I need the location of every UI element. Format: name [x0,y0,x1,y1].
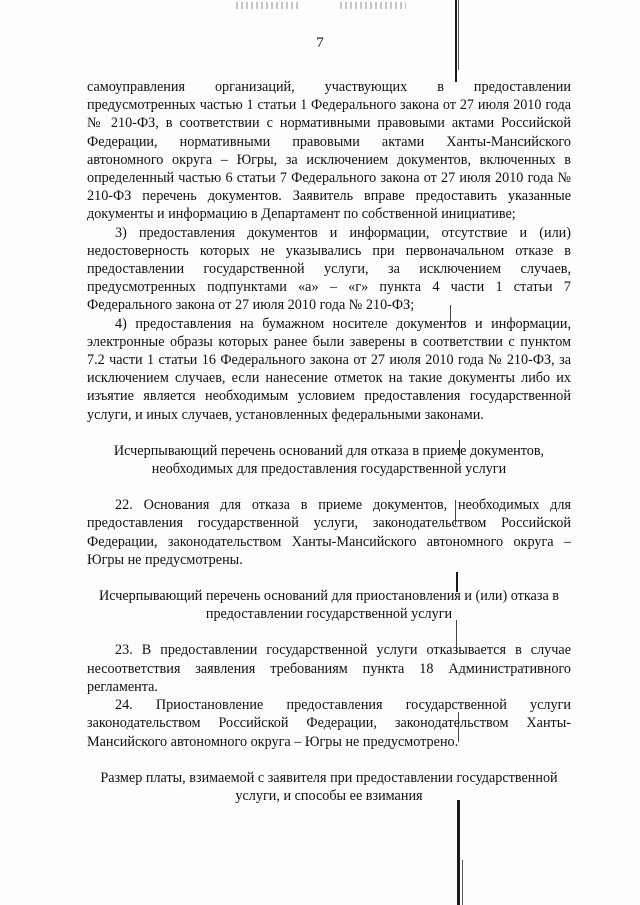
section-heading-fee: Размер платы, взимаемой с заявителя при предоставлении государственной услуги, и способы ее взимания [100,769,558,804]
paragraph-22: 22. Основания для отказа в приеме документов, необходимых для предоставления государственной услуги, законодательством Российской Федерации, законодательством Ханты-Мансийского автономного округа – Югры не предусмотрены. [87,497,571,568]
scan-artifact [340,2,406,9]
paragraph-23: 23. В предоставлении государственной услуги отказывается в случае несоответствия заявления требованиям пункта 18 Административного регламента. [87,642,571,695]
paragraph-24: 24. Приостановление предоставления государственной услуги законодательством Российской Федерации, законодательством Ханты-Мансийского автономного округа – Югры не предусмотрено. [87,697,571,750]
paragraph-item-4: 4) предоставления на бумажном носителе документов и информации, электронные образы которых ранее были заверены в соответствии с пунктом 7.2 части 1 статьи 16 Федерального закона от 27 июля 2010 года № 210-ФЗ, за исключением случаев, если нанесение отметок на такие документы либо их изъятие является необходимым условием предоставления государственной услуги, и иных случаев, установленных федеральными законами. [87,315,571,423]
page-number: 7 [316,35,324,51]
paragraph-item-3: 3) предоставления документов и информации, отсутствие и (или) недостоверность которых не указывались при первоначальном отказе в предоставлении государственной услуги, за исключением случаев, предусмотренных подпунктами «а» – «г» пункта 4 части 1 статьи 7 Федерального закона от 27 июля 2010 года № 210-ФЗ; [87,224,571,314]
document-body [87,78,571,805]
section-heading-refusal-acceptance: Исчерпывающий перечень оснований для отказа в приеме документов, необходимых для предоставления государственной услуги [113,442,545,478]
scan-artifact [236,2,298,9]
scan-artifact [462,860,463,905]
paragraph-continuation: самоуправления организаций, участвующих в предоставлении предусмотренных частью 1 статьи 1 Федерального закона от 27 июля 2010 года № 210-ФЗ, в соответствии с нормативными правовыми актами Российской Федерации, нормативными правовыми актами Ханты-Мансийского автономного округа – Югры, за исключением документов, включенных в определенный частью 6 статьи 7 Федерального закона от 27 июля 2010 года № 210-ФЗ перечень документов. Заявитель вправе предоставить указанные документы и информацию в Департамент по собственной инициативе; [87,79,571,223]
scan-artifact [457,800,460,905]
section-heading-suspension-refusal: Исчерпывающий перечень оснований для приостановления и (или) отказа в предоставлении государственной услуги [98,588,560,623]
